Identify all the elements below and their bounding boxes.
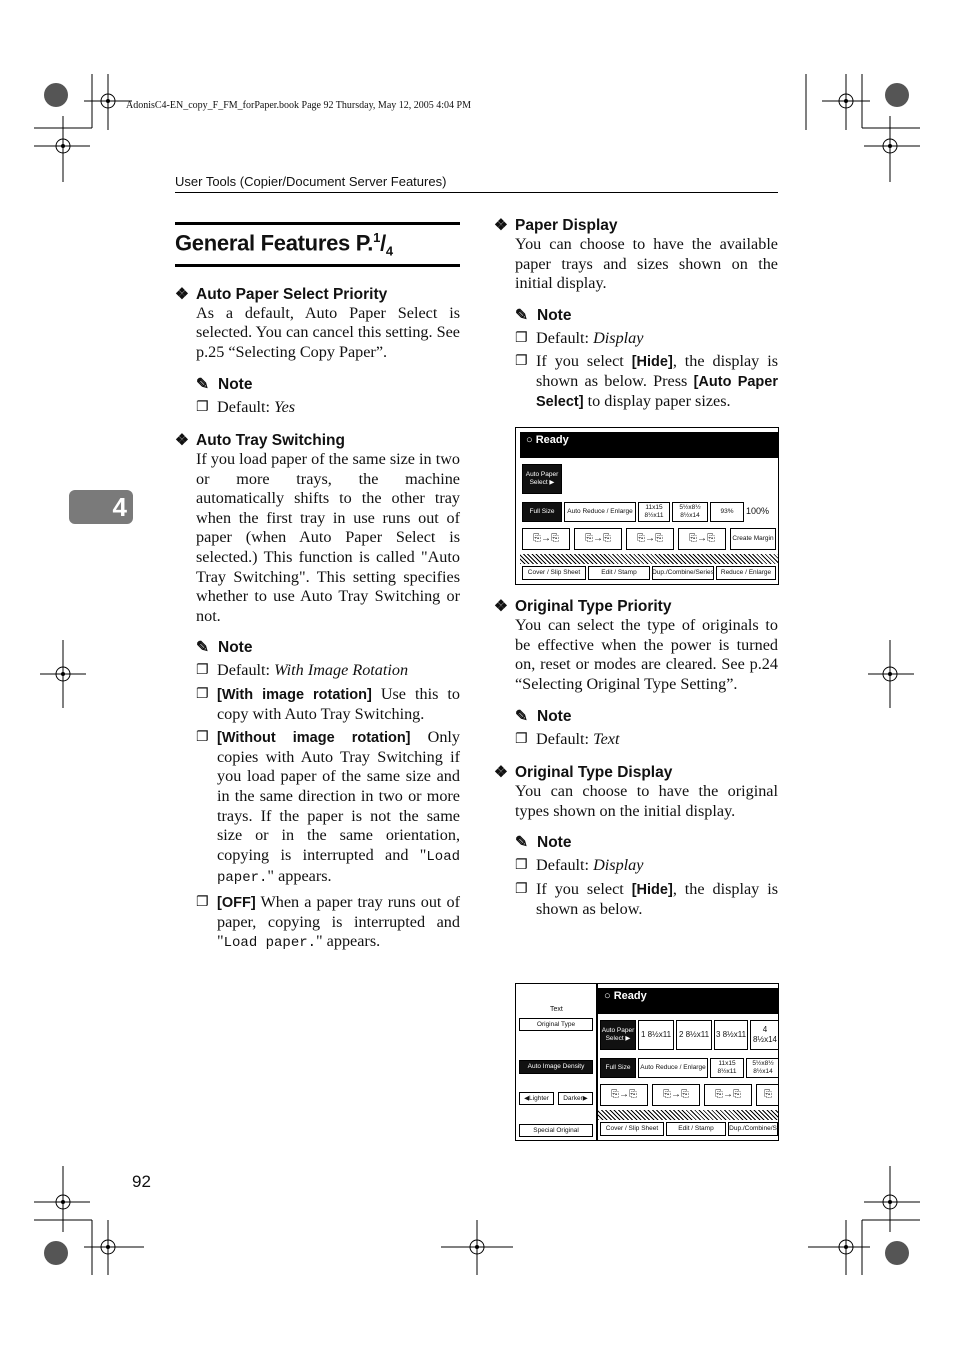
original-type-display-body: You can choose to have the original types shown on the initial display.: [515, 782, 778, 820]
text-label: Text: [550, 1006, 563, 1013]
duplex-button-2[interactable]: ⎘→⎘: [574, 528, 622, 550]
checkbox-icon: ❐: [196, 893, 209, 910]
note-item: ❐ [Without image rotation] Only copies with Auto Tray Switching if you load paper of the same size and in the same direction in two or more trays. If the paper is not the same size or in the same orientation, copying is interrupted and "Load paper." appears.: [196, 728, 460, 889]
note-title: ✎ Note: [196, 375, 253, 393]
duplex-button-1[interactable]: ⎘→⎘: [522, 528, 570, 550]
section-title: General Features $P.^1/_4$: [175, 222, 460, 267]
checkbox-icon: ❐: [515, 329, 528, 346]
full-size-button[interactable]: Full Size: [600, 1058, 636, 1078]
diamond-bullet-icon: ❖: [494, 217, 508, 234]
running-head: User Tools (Copier/Document Server Features): [175, 174, 447, 189]
hatch-bar: [520, 554, 778, 564]
pencil-icon: ✎: [515, 707, 528, 725]
ratio-button-2[interactable]: 5½x8½ 8½x14: [746, 1058, 779, 1078]
pencil-icon: ✎: [196, 375, 209, 393]
create-margin-button[interactable]: Create Margin: [730, 528, 776, 550]
duplex-button-4[interactable]: ⎘: [756, 1084, 779, 1106]
auto-tray-heading: ❖ Auto Tray Switching: [175, 432, 345, 450]
auto-paper-heading: ❖ Auto Paper Select Priority: [175, 285, 388, 303]
edit-stamp-tab[interactable]: Edit / Stamp: [666, 1122, 726, 1136]
cover-slip-sheet-tab[interactable]: Cover / Slip Sheet: [522, 566, 586, 580]
original-type-button[interactable]: Original Type: [519, 1018, 593, 1031]
checkbox-icon: ❐: [196, 686, 209, 703]
file-header: AdonisC4-EN_copy_F_FM_forPaper.book Page 92 Thursday, May 12, 2005 4:04 PM: [126, 100, 471, 111]
darker-button[interactable]: Darker▶: [558, 1092, 593, 1105]
note-item: ❐ Default: Display: [515, 328, 644, 347]
duplex-button-2[interactable]: ⎘→⎘: [652, 1084, 700, 1106]
auto-paper-select-button[interactable]: Auto Paper Select ▶: [522, 464, 562, 494]
hatch-bar: [598, 1110, 778, 1120]
auto-paper-body: As a default, Auto Paper Select is selected. You can cancel this setting. See p.25 “Selecting Copy Paper”.: [196, 303, 460, 361]
original-type-priority-heading: ❖ Original Type Priority: [494, 598, 672, 616]
pencil-icon: ✎: [515, 834, 528, 852]
copier-screen-original-hidden: [515, 983, 779, 1141]
dup-combine-series-tab[interactable]: Dup./Combine/Series: [652, 566, 714, 580]
original-type-priority-body: You can select the type of originals to be effective when the power is turned on, reset or modes are cleared. See p.24 “Selecting Original Type Setting”.: [515, 616, 778, 693]
note-title: ✎ Note: [196, 639, 253, 657]
edit-stamp-tab[interactable]: Edit / Stamp: [588, 566, 650, 580]
ready-bar: ○ Ready: [520, 432, 778, 458]
auto-tray-body: If you load paper of the same size in two or more trays, the machine automatically shifts to the other tray when the first tray in use runs out of paper (when Auto Paper Select is selected.) This function is called "Auto Tray Switching". This setting specifies whether to use Auto Tray Switching or not.: [196, 450, 460, 625]
note-item: ❐ Default: Text: [515, 729, 620, 748]
special-original-button[interactable]: Special Original: [519, 1124, 593, 1137]
header-rule: [175, 192, 778, 193]
auto-image-density-button[interactable]: Auto Image Density: [519, 1060, 593, 1074]
reduce-enlarge-tab[interactable]: Reduce / Enlarge: [716, 566, 776, 580]
checkbox-icon: ❐: [515, 880, 528, 897]
checkbox-icon: ❐: [196, 662, 209, 679]
tray-button-3[interactable]: 3 8½x11: [714, 1020, 748, 1050]
note-item: ❐ Default: Yes: [196, 397, 296, 416]
diamond-bullet-icon: ❖: [175, 432, 189, 450]
note-item: ❐ Default: Display: [515, 856, 644, 875]
chapter-tab: 4: [69, 490, 133, 524]
duplex-button-4[interactable]: ⎘→⎘: [678, 528, 726, 550]
left-column: [175, 222, 460, 954]
duplex-button-3[interactable]: ⎘→⎘: [626, 528, 674, 550]
auto-reduce-button[interactable]: Auto Reduce / Enlarge: [638, 1058, 708, 1078]
dup-combine-series-tab[interactable]: Dup./Combine/S: [728, 1122, 778, 1136]
checkbox-icon: ❐: [515, 857, 528, 874]
cover-slip-sheet-tab[interactable]: Cover / Slip Sheet: [600, 1122, 664, 1136]
ratio-button-2[interactable]: 5½x8½ 8½x14: [672, 502, 708, 522]
ratio-button-1[interactable]: 11x15 8½x11: [710, 1058, 744, 1078]
ratio-button-1[interactable]: 11x15 8½x11: [638, 502, 670, 522]
note-title: ✎ Note: [515, 834, 572, 852]
checkbox-icon: ❐: [515, 353, 528, 370]
note-item: ❐ [OFF] When a paper tray runs out of paper, copying is interrupted and "Load paper." appears.: [196, 893, 460, 954]
auto-paper-select-button[interactable]: Auto Paper Select ▶: [600, 1020, 636, 1050]
checkbox-icon: ❐: [196, 398, 209, 415]
note-item: ❐ Default: With Image Rotation: [196, 661, 409, 680]
checkbox-icon: ❐: [196, 729, 209, 746]
full-size-button[interactable]: Full Size: [522, 502, 562, 522]
diamond-bullet-icon: ❖: [494, 598, 508, 616]
paper-display-body: You can choose to have the available paper trays and sizes shown on the initial display.: [515, 235, 778, 293]
duplex-button-3[interactable]: ⎘→⎘: [704, 1084, 752, 1106]
checkbox-icon: ❐: [515, 730, 528, 747]
auto-reduce-button[interactable]: Auto Reduce / Enlarge: [564, 502, 636, 522]
note-title: ✎ Note: [515, 306, 572, 324]
tray-button-2[interactable]: 2 8½x11: [676, 1020, 712, 1050]
original-type-display-heading: ❖ Original Type Display: [494, 764, 673, 782]
note-title: ✎ Note: [515, 707, 572, 725]
tray-button-4[interactable]: 4 8½x14: [750, 1020, 779, 1050]
note-item: ❐ If you select [Hide], the display is shown as below. Press [Auto Paper Select] to display paper sizes.: [515, 352, 778, 410]
note-item: ❐ If you select [Hide], the display is shown as below.: [515, 879, 778, 918]
page-number: 92: [132, 1172, 151, 1191]
note-item: ❐ [With image rotation] Use this to copy with Auto Tray Switching.: [196, 685, 460, 723]
diamond-bullet-icon: ❖: [175, 285, 189, 303]
diamond-bullet-icon: ❖: [494, 764, 508, 782]
ready-bar: ○ Ready: [598, 988, 778, 1014]
lighter-button[interactable]: ◀Lighter: [519, 1092, 554, 1105]
pencil-icon: ✎: [515, 306, 528, 324]
pencil-icon: ✎: [196, 639, 209, 657]
duplex-button-1[interactable]: ⎘→⎘: [600, 1084, 648, 1106]
ratio-button-3[interactable]: 93%: [710, 502, 744, 522]
tray-button-1[interactable]: 1 8½x11: [638, 1020, 674, 1050]
zoom-readout: 100%: [746, 506, 770, 516]
paper-display-heading: ❖ Paper Display: [494, 217, 618, 234]
copier-screen-paper-hidden: [515, 427, 779, 585]
